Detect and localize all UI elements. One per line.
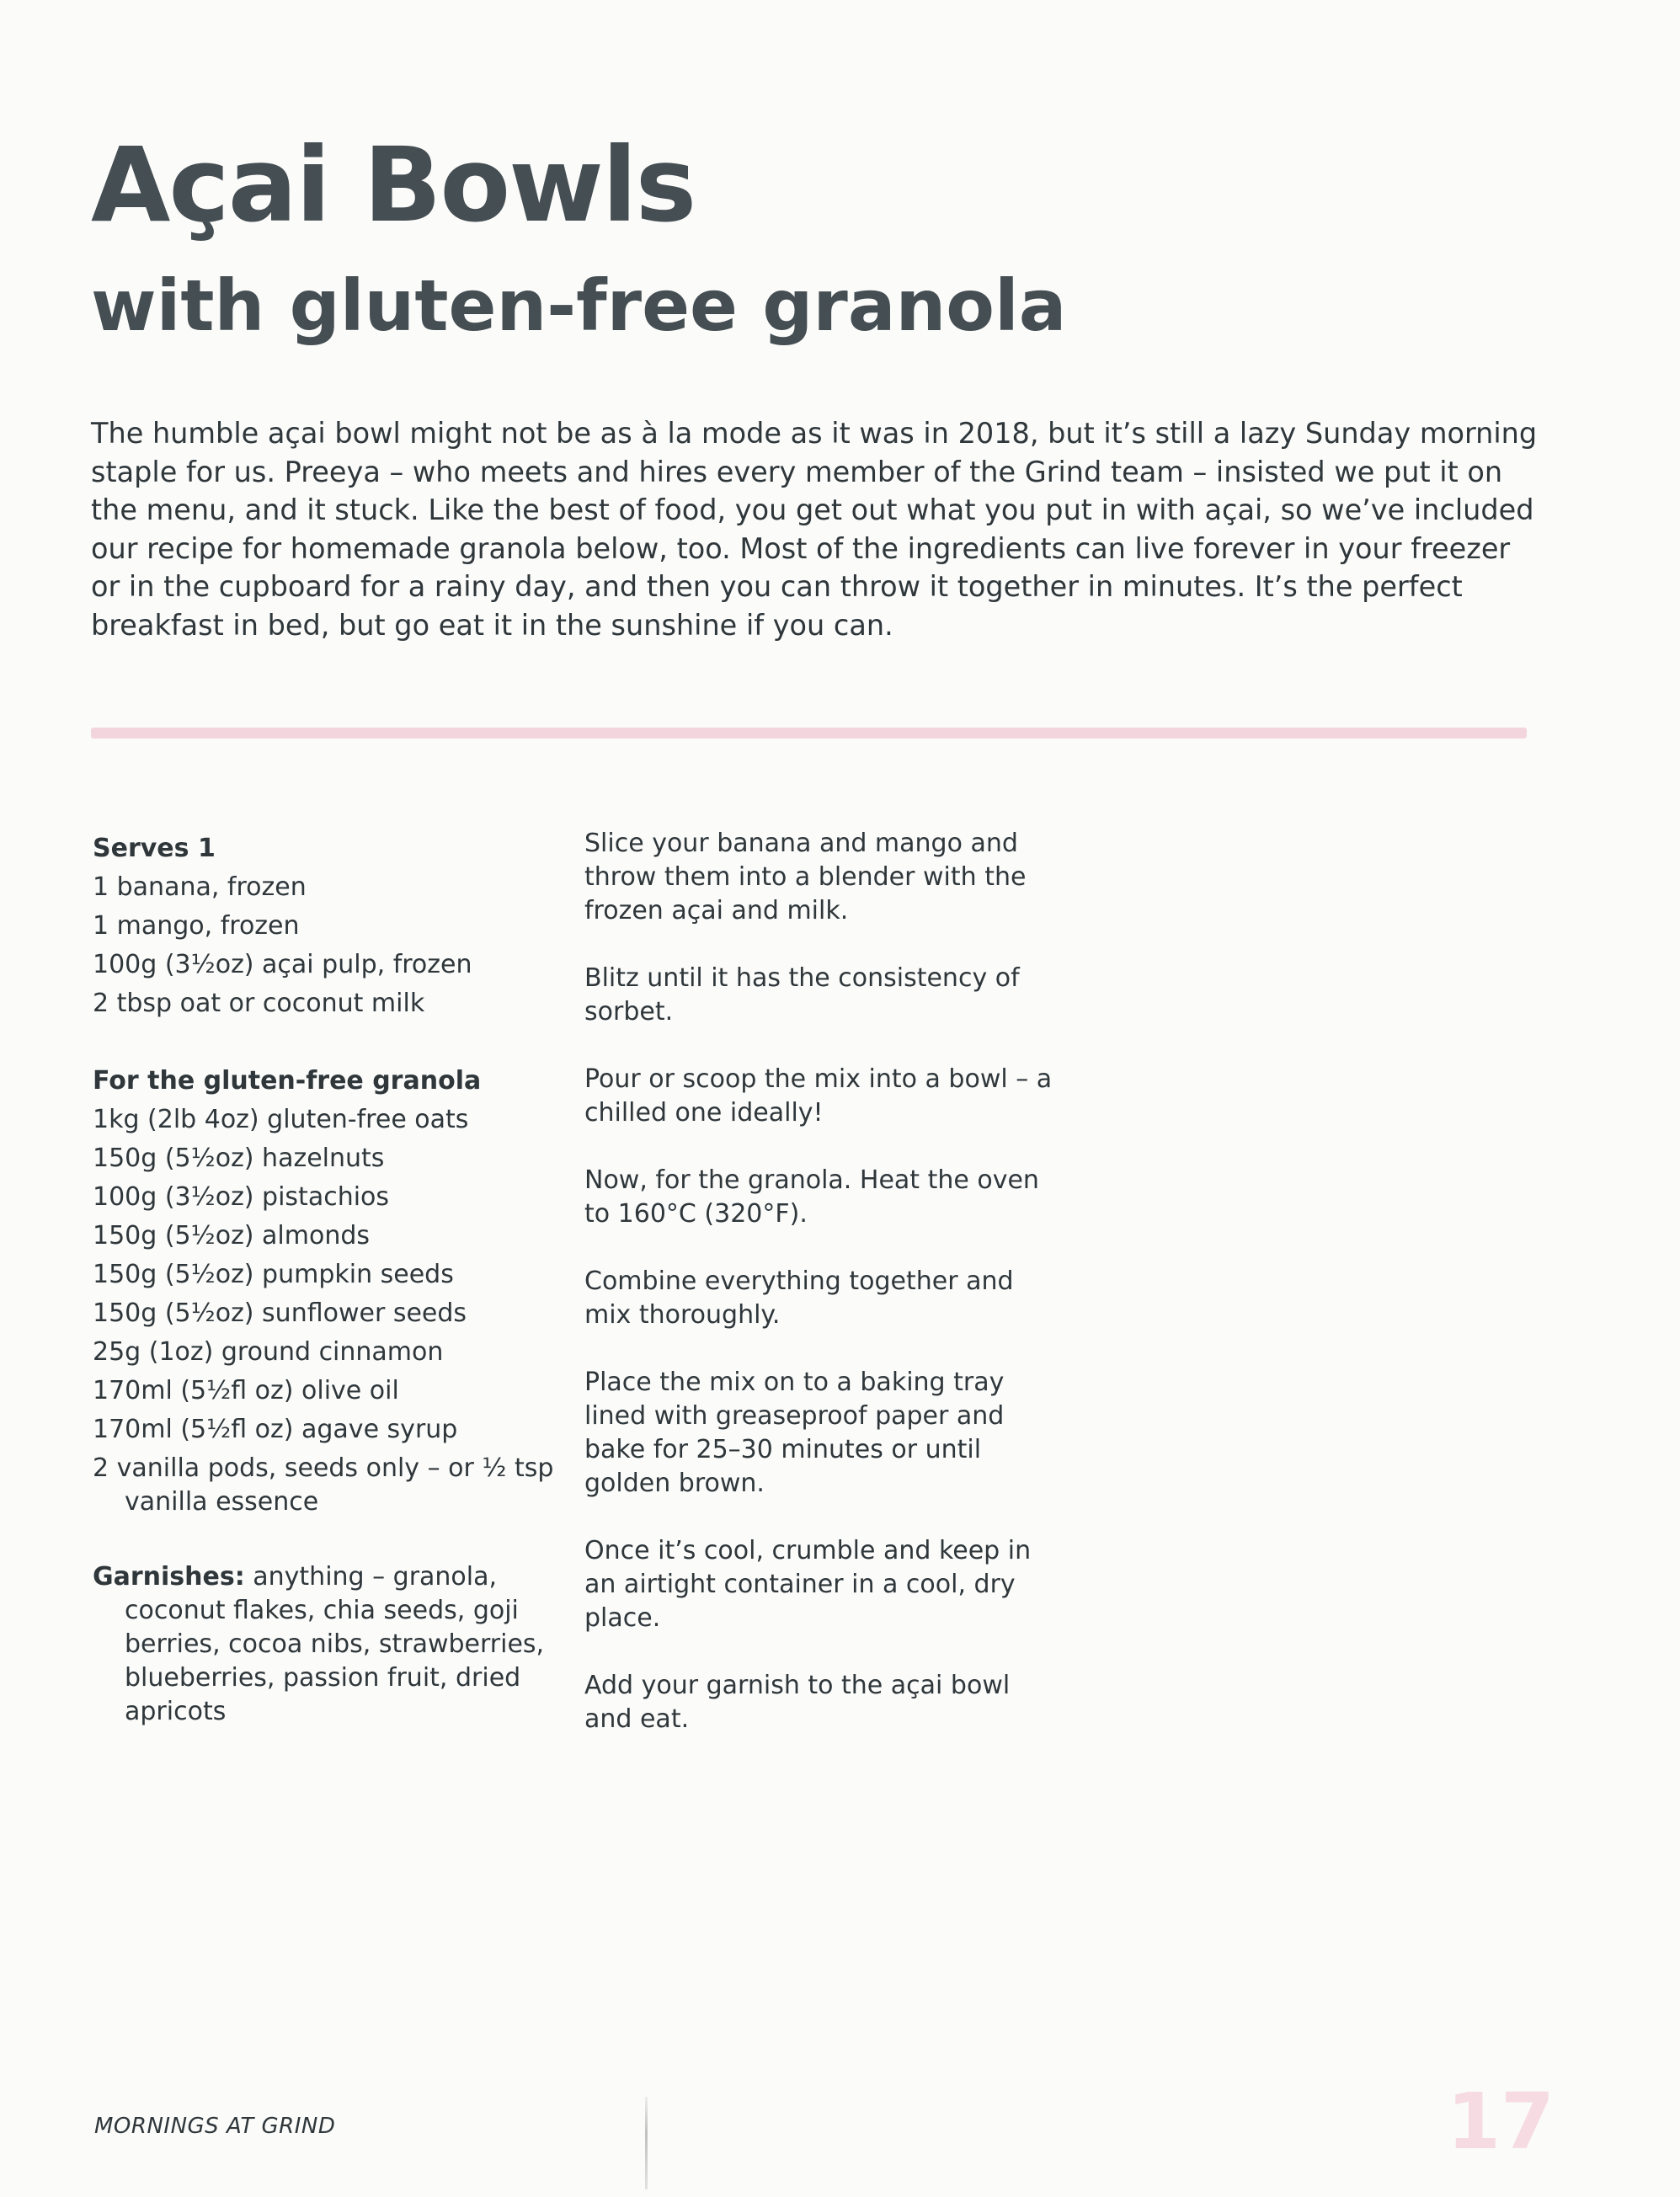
garnish-text: anything – granola, coconut flakes, chia seeds, goji berries, cocoa nibs, strawberries, blueberries, passion fruit, dried apricots xyxy=(125,1562,545,1726)
main-ingredient-list xyxy=(93,868,564,1023)
spacer xyxy=(93,1023,564,1062)
method-step: Add your garnish to the açai bowl and eat. xyxy=(584,1671,1011,1734)
method-step: Place the mix on to a baking tray lined with greaseproof paper and bake for 25–30 minutes or until golden brown. xyxy=(584,1368,1005,1498)
ingredient-item: 1 mango, frozen xyxy=(93,911,300,941)
intro-paragraph: The humble açai bowl might not be as à la mode as it was in 2018, but it’s still a lazy Sunday morning staple for us. Preeya – who meets and hires every member of the Grind team – insisted we put it on the menu, and it stuck. Like the best of food, you get out what you put in with açai, so we’ve included our recipe for homemade granola below, too. Most of the ingredients can live forever in your freezer or in the cupboard for a rainy day, and then you can throw it together in minutes. It’s the perfect breakfast in bed, but go eat it in the sunshine if you can. xyxy=(91,417,1538,642)
ingredient-item: 150g (5½oz) sunflower seeds xyxy=(93,1298,467,1328)
ingredient-item: 150g (5½oz) hazelnuts xyxy=(93,1144,385,1173)
method-step: Combine everything together and mix thoroughly. xyxy=(584,1266,1014,1330)
ingredient-item: 1 banana, frozen xyxy=(93,872,307,902)
page-number: 17 xyxy=(1447,2077,1555,2167)
garnish-note xyxy=(93,1558,564,1729)
granola-ingredient-list xyxy=(93,1101,564,1519)
recipe-subtitle: with gluten-free granola xyxy=(91,264,1067,347)
recipe-title: Açai Bowls xyxy=(91,125,696,245)
ingredient-item: 2 tbsp oat or coconut milk xyxy=(93,989,425,1018)
method-step: Now, for the granola. Heat the oven to 160°C (320°F). xyxy=(584,1165,1039,1229)
ingredient-item: 2 vanilla pods, seeds only – or ½ tsp vanilla essence xyxy=(93,1453,554,1517)
ingredient-item: 170ml (5½fl oz) agave syrup xyxy=(93,1415,458,1444)
method-step: Slice your banana and mango and throw them into a blender with the frozen açai and milk. xyxy=(584,829,1027,925)
spacer xyxy=(93,1519,564,1558)
section-footer: MORNINGS AT GRIND xyxy=(94,2114,336,2139)
ingredient-item: 100g (3½oz) açai pulp, frozen xyxy=(93,950,472,979)
ingredient-item: 100g (3½oz) pistachios xyxy=(93,1182,390,1212)
ingredient-item: 25g (1oz) ground cinnamon xyxy=(93,1337,444,1367)
section-divider xyxy=(91,728,1527,739)
ingredient-item: 150g (5½oz) pumpkin seeds xyxy=(93,1260,454,1289)
method-step: Once it’s cool, crumble and keep in an airtight container in a cool, dry place. xyxy=(584,1536,1032,1633)
method-step: Blitz until it has the consistency of sorbet. xyxy=(584,963,1020,1027)
ingredients-column xyxy=(93,829,564,1729)
granola-heading: For the gluten-free granola xyxy=(93,1066,482,1096)
ingredient-item: 170ml (5½fl oz) olive oil xyxy=(93,1376,399,1405)
page-crease xyxy=(645,2097,648,2189)
ingredient-item: 150g (5½oz) almonds xyxy=(93,1221,371,1250)
serves-heading: Serves 1 xyxy=(93,834,216,863)
garnish-label: Garnishes: xyxy=(93,1562,245,1592)
method-column xyxy=(584,827,1056,1770)
method-step: Pour or scoop the mix into a bowl – a chilled one ideally! xyxy=(584,1064,1053,1128)
ingredient-item: 1kg (2lb 4oz) gluten-free oats xyxy=(93,1105,469,1134)
